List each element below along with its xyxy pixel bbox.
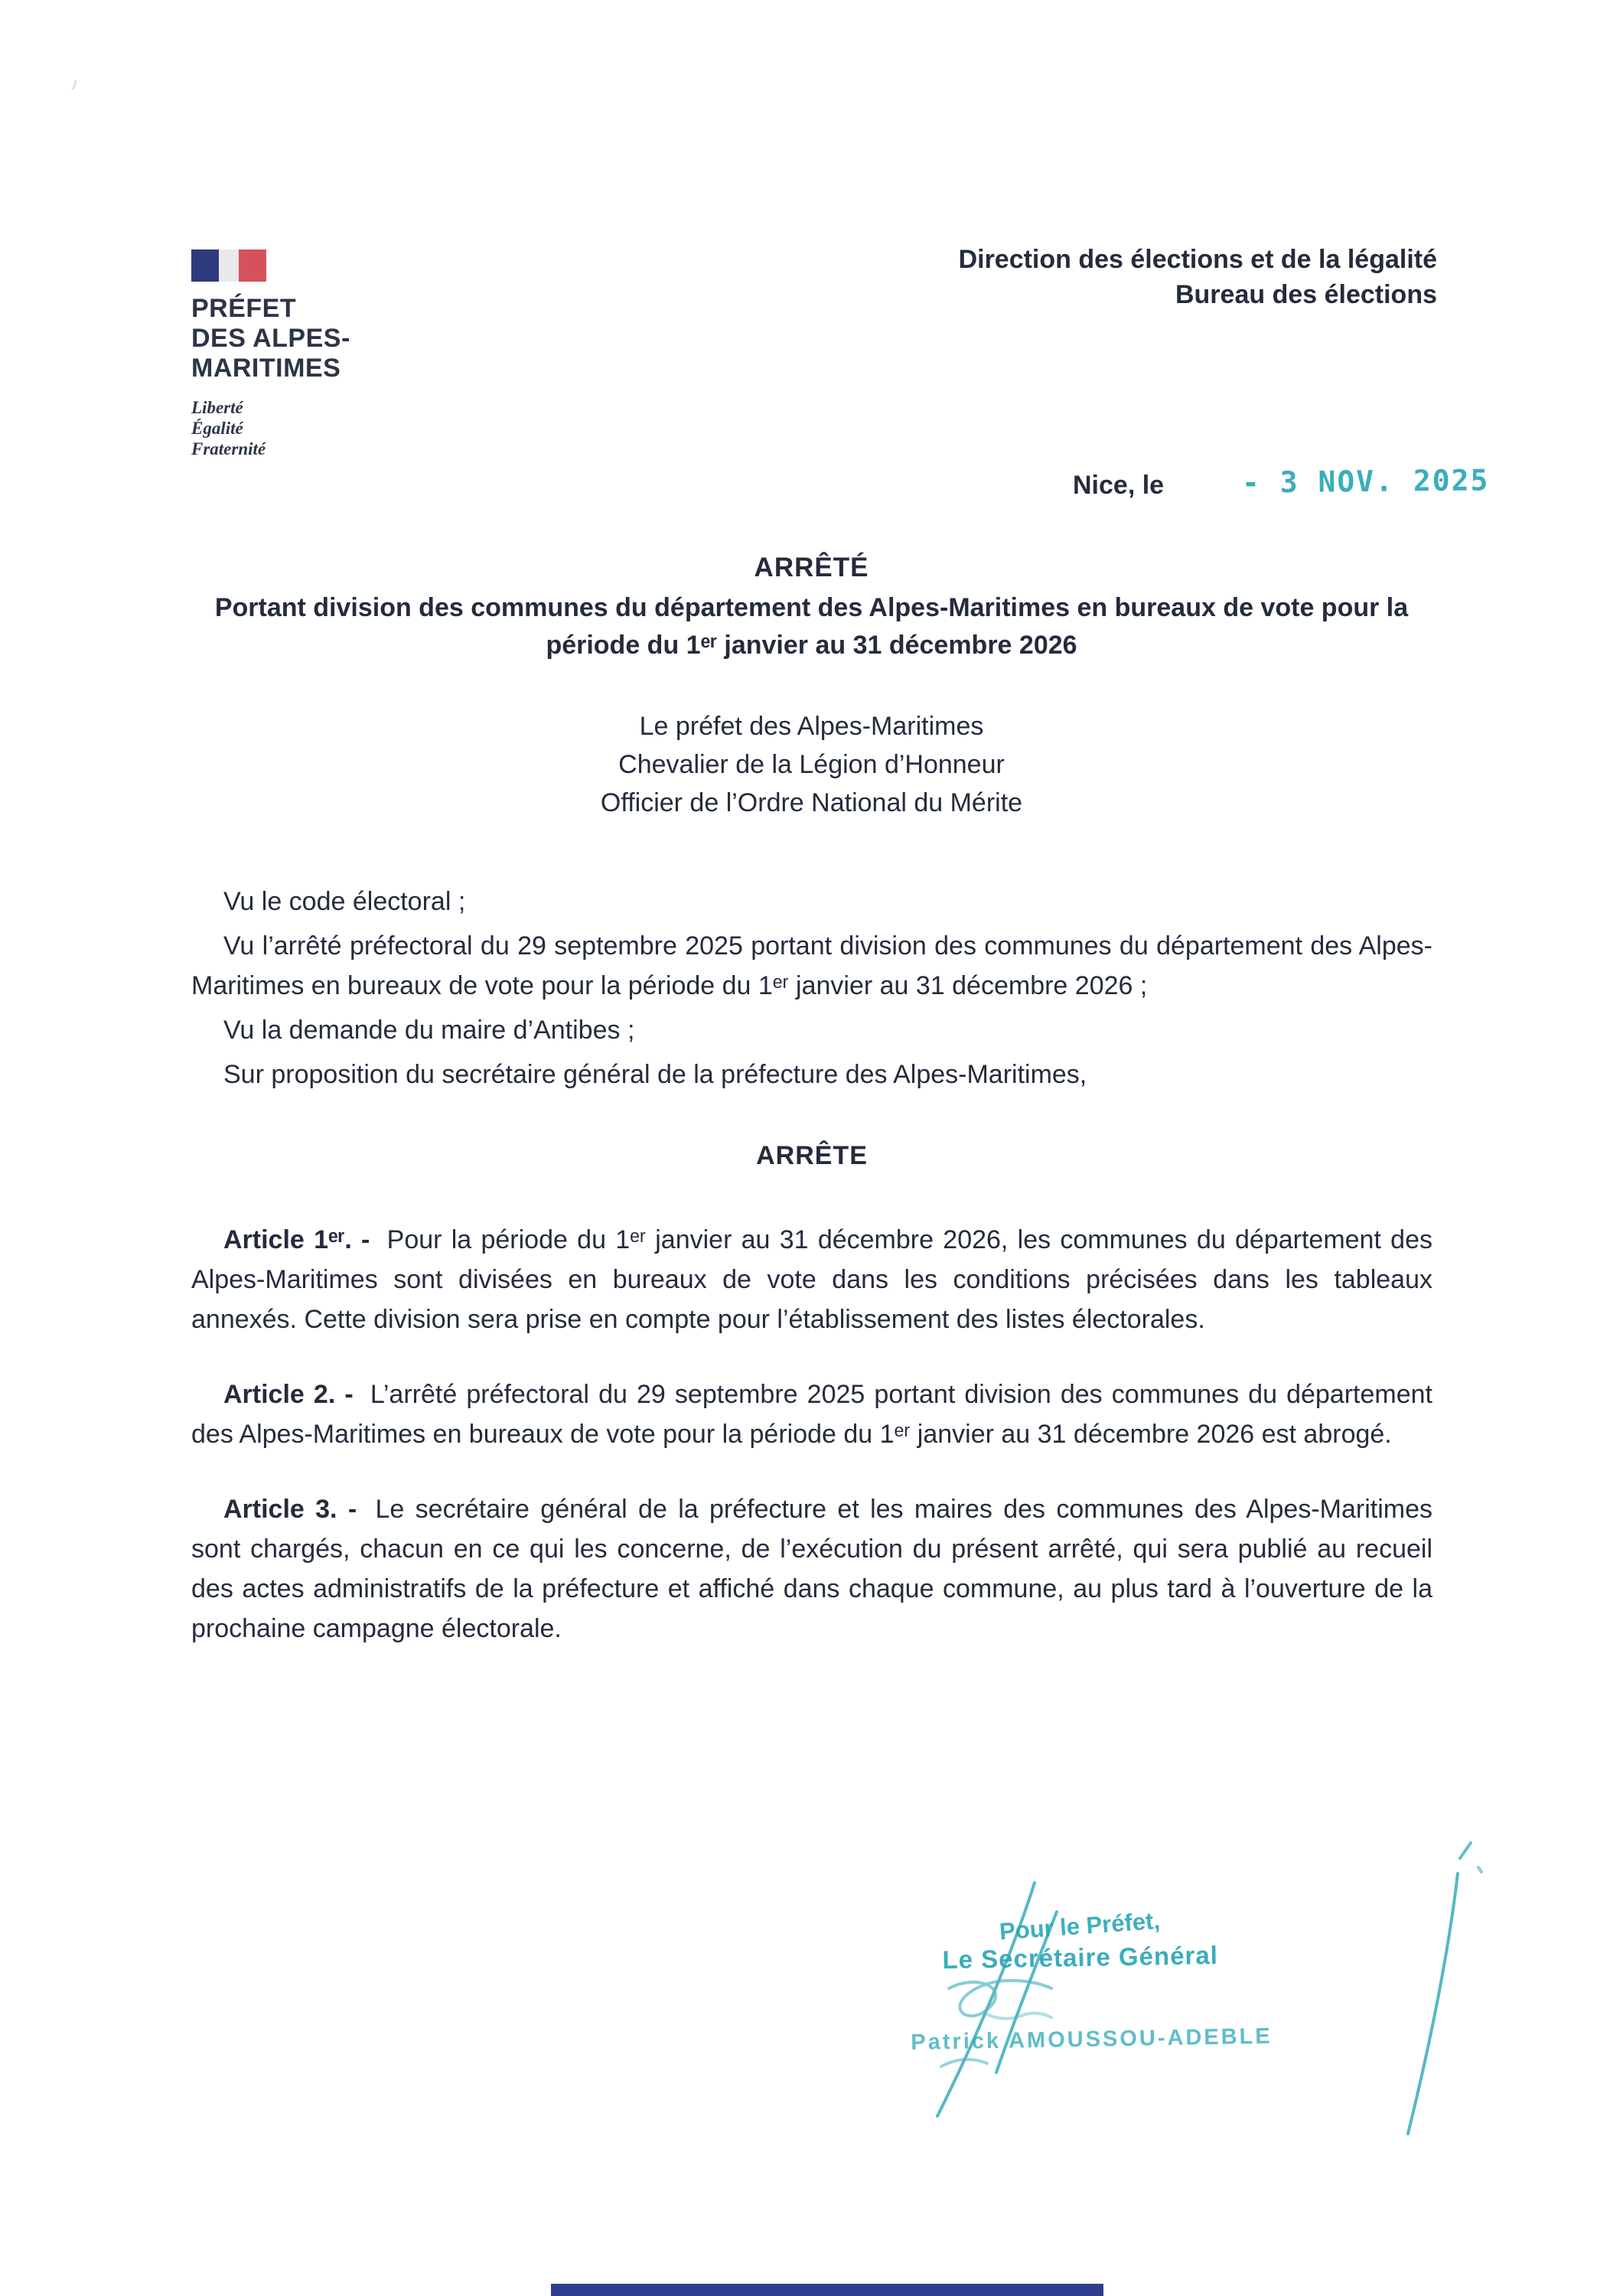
motto-line: Liberté: [191, 398, 243, 417]
motto-line: Fraternité: [191, 439, 266, 458]
decree-title: ARRÊTÉ: [754, 553, 869, 582]
place-label: Nice, le: [1073, 471, 1165, 500]
prefecture-name-line: PRÉFET: [191, 294, 297, 323]
order-heading: ARRÊTE: [756, 1141, 868, 1170]
recital: Vu l’arrêté préfectoral du 29 septembre 2025 portant division des communes du département des Alpes-Maritimes en bureaux de vote pour la période du 1ᵉʳ janvier au 31 décembre 2026 ;: [191, 931, 1432, 1000]
prefecture-name-line: MARITIMES: [191, 354, 341, 383]
authority-line: Le préfet des Alpes-Maritimes: [639, 712, 984, 741]
date-line: [1073, 463, 1490, 501]
article-1-label: Article 1ᵉʳ. -: [223, 1225, 370, 1254]
signatory-name: Patrick AMOUSSOU-ADEBLE: [911, 2024, 1273, 2055]
signature-scribble-icon: [872, 1837, 1515, 2166]
signature-role-line: Le Secrétaire Général: [942, 1940, 1219, 1975]
authority-line: Chevalier de la Légion d’Honneur: [618, 750, 1005, 779]
gov-logo: [191, 249, 350, 459]
article-3: [191, 1489, 1432, 1649]
scan-artifact-mark: [67, 79, 77, 91]
flag-blue-stripe: [191, 249, 219, 282]
date-stamp: - 3 NOV. 2025: [1241, 463, 1490, 500]
prefecture-name: [191, 294, 350, 383]
flag-white-stripe: [219, 249, 239, 282]
motto-line: Égalité: [191, 419, 243, 438]
article-2-label: Article 2. -: [223, 1380, 354, 1409]
footer-scan-bar: [551, 2284, 1103, 2296]
service-direction: Direction des élections et de la légalité: [958, 245, 1437, 274]
prefecture-name-line: DES ALPES-: [191, 324, 350, 353]
authority-block: [0, 707, 1623, 822]
signature-capacity-line: Pour le Préfet,: [998, 1906, 1162, 1945]
article-3-text: Le secrétaire général de la préfecture et les maires des communes des Alpes-Maritimes sont chargés, chacun en ce qui les concerne, de l’exécution du présent arrêté, qui sera publié au recueil des actes administratifs de la préfecture et affiché dans chaque commune, au plus tard à l’ouverture de la prochaine campagne électorale.: [191, 1495, 1432, 1643]
article-1-text: Pour la période du 1ᵉʳ janvier au 31 décembre 2026, les communes du département des Alpes-Maritimes sont divisées en bureaux de vote dans les conditions précisées dans les tableaux annexés. Cette division sera prise en compte pour l’établissement des listes électorales.: [191, 1225, 1432, 1334]
article-3-label: Article 3. -: [223, 1495, 357, 1524]
decree-title-block: [0, 553, 1623, 664]
recital: Vu la demande du maire d’Antibes ;: [223, 1016, 635, 1045]
issuing-service: [959, 242, 1437, 312]
article-1: [191, 1220, 1432, 1339]
flag-red-stripe: [239, 249, 266, 282]
article-2: [191, 1375, 1432, 1454]
french-flag-icon: [191, 249, 266, 282]
republic-motto: [191, 397, 350, 459]
service-bureau: Bureau des élections: [1175, 280, 1437, 309]
decree-body: [191, 882, 1432, 1653]
recital: Vu le code électoral ;: [223, 887, 466, 916]
decree-subtitle: Portant division des communes du département des Alpes-Maritimes en bureaux de vote pour la période du 1ᵉʳ janvier au 31 décembre 2026: [214, 593, 1409, 660]
article-2-text: L’arrêté préfectoral du 29 septembre 2025 portant division des communes du département des Alpes-Maritimes en bureaux de vote pour la période du 1ᵉʳ janvier au 31 décembre 2026 est abrogé.: [191, 1380, 1433, 1449]
authority-line: Officier de l’Ordre National du Mérite: [600, 788, 1023, 817]
recital: Sur proposition du secrétaire général de la préfecture des Alpes-Maritimes,: [223, 1060, 1087, 1089]
